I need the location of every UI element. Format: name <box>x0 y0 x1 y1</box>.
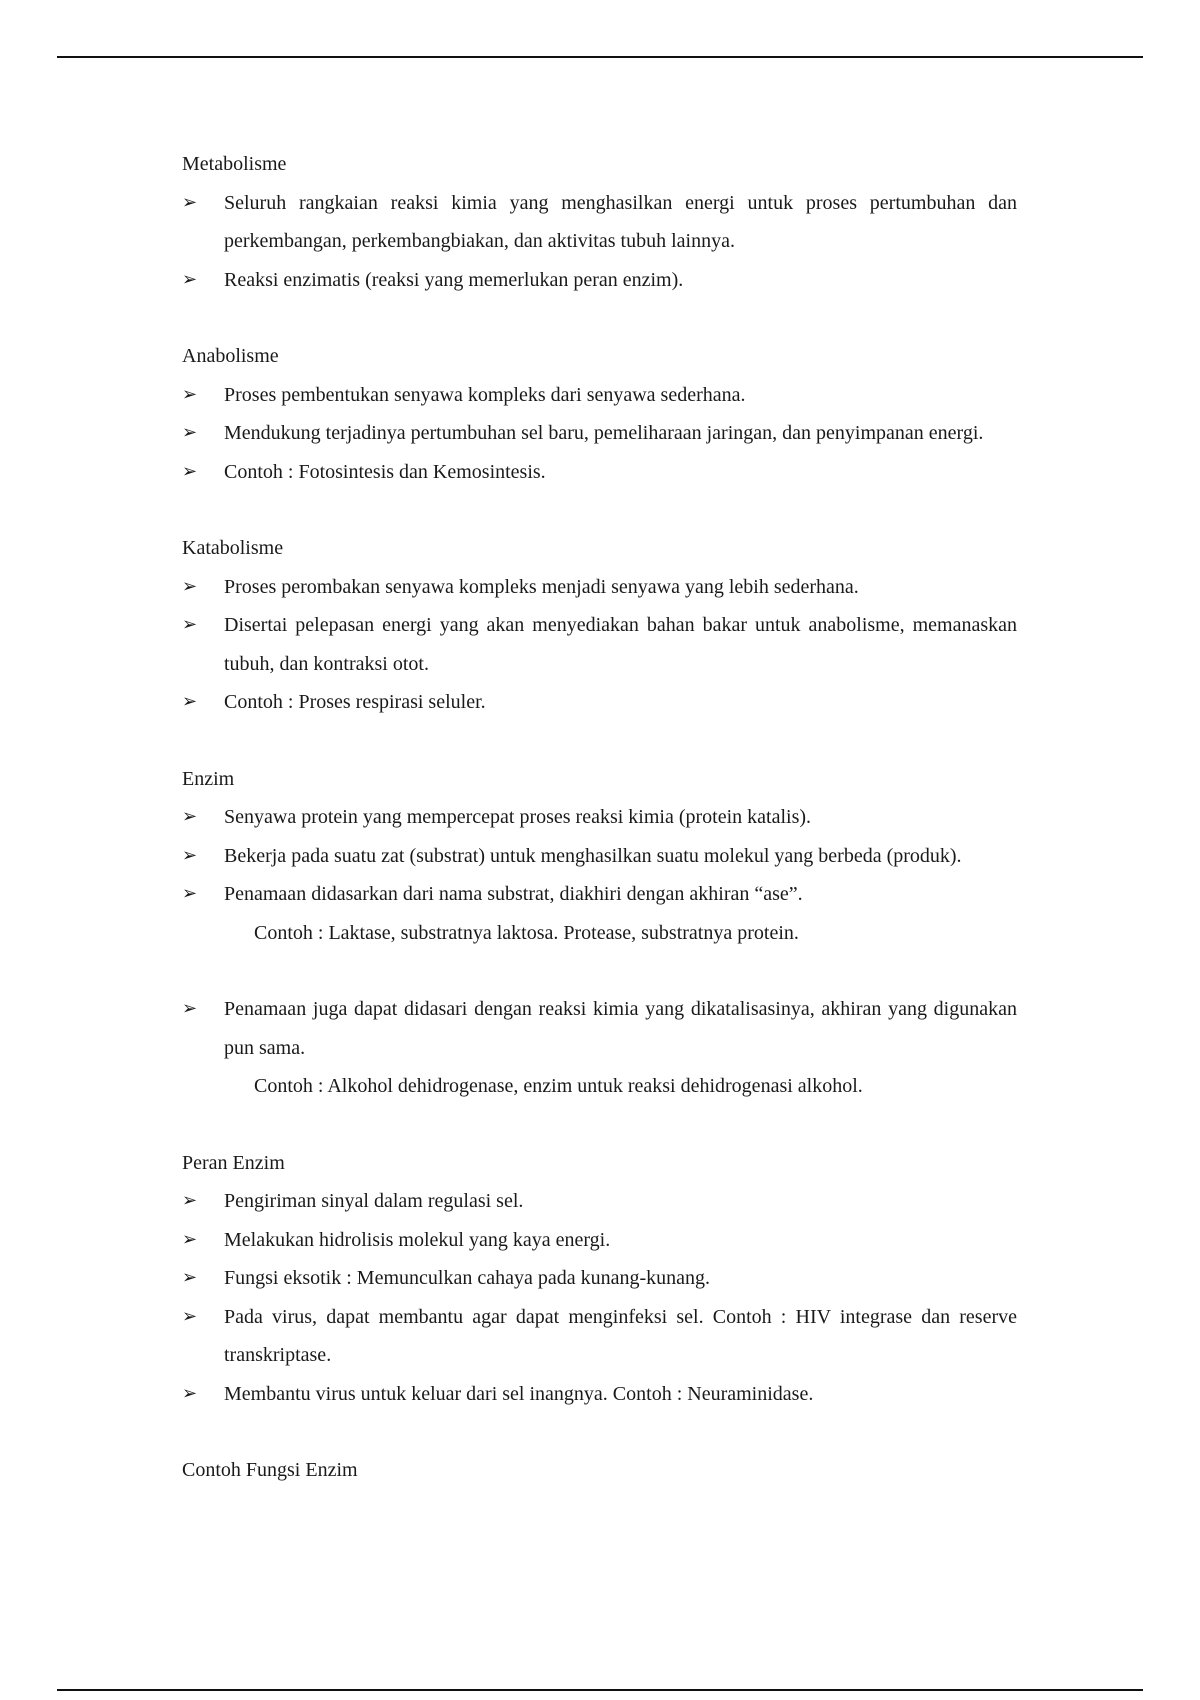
arrowhead-bullet-icon: ➢ <box>182 844 198 866</box>
arrowhead-bullet-icon: ➢ <box>182 575 198 597</box>
arrowhead-bullet-icon: ➢ <box>182 268 198 290</box>
list-item-text: Reaksi enzimatis (reaksi yang memerlukan peran enzim). <box>224 268 684 291</box>
list-item-text: Contoh : Proses respirasi seluler. <box>224 691 486 713</box>
arrowhead-bullet-icon: ➢ <box>182 614 198 635</box>
list-item <box>182 376 1017 415</box>
section-heading: Metabolisme <box>182 153 287 175</box>
bullet-list <box>182 376 1017 492</box>
arrowhead-bullet-icon: ➢ <box>182 422 198 443</box>
list-item-text: Penamaan juga dapat didasari dengan reaksi kimia yang dikatalisasinya, akhiran yang digunakan pun sama. <box>224 998 1017 1059</box>
list-item <box>182 1259 1017 1298</box>
section-heading: Enzim <box>182 767 235 790</box>
list-item-text: Pengiriman sinyal dalam regulasi sel. <box>224 1190 524 1212</box>
section-contoh-fungsi-enzim <box>182 1451 1017 1490</box>
document-body <box>182 145 1017 1490</box>
list-item-text: Melakukan hidrolisis molekul yang kaya energi. <box>224 1228 611 1251</box>
section-katabolisme <box>182 529 1017 722</box>
list-item <box>182 1182 1017 1221</box>
arrowhead-bullet-icon: ➢ <box>182 1190 198 1211</box>
arrowhead-bullet-icon: ➢ <box>182 191 198 213</box>
arrowhead-bullet-icon: ➢ <box>182 1305 198 1327</box>
list-item <box>182 261 1017 300</box>
arrowhead-bullet-icon: ➢ <box>182 460 198 482</box>
list-item <box>182 453 1017 492</box>
list-item-text: Disertai pelepasan energi yang akan menyediakan bahan bakar untuk anabolisme, memanaskan tubuh, dan kontraksi otot. <box>224 614 1017 675</box>
list-item-text: Penamaan didasarkan dari nama substrat, diakhiri dengan akhiran “ase”. <box>224 883 803 905</box>
section-enzim <box>182 760 1017 1106</box>
list-item <box>182 1298 1017 1375</box>
bullet-list <box>182 798 1017 1106</box>
list-item <box>182 414 1017 453</box>
arrowhead-bullet-icon: ➢ <box>182 1267 198 1288</box>
list-item <box>182 798 1017 837</box>
arrowhead-bullet-icon: ➢ <box>182 998 198 1019</box>
section-heading: Peran Enzim <box>182 1151 285 1174</box>
example-text: Contoh : Laktase, substratnya laktosa. Protease, substratnya protein. <box>254 921 799 944</box>
bullet-list <box>182 1182 1017 1413</box>
list-item-text: Contoh : Fotosintesis dan Kemosintesis. <box>224 460 546 483</box>
arrowhead-bullet-icon: ➢ <box>182 883 198 904</box>
section-peran-enzim <box>182 1144 1017 1414</box>
arrowhead-bullet-icon: ➢ <box>182 691 198 712</box>
section-heading: Contoh Fungsi Enzim <box>182 1459 358 1481</box>
list-item-text: Pada virus, dapat membantu agar dapat menginfeksi sel. Contoh : HIV integrase dan reserve transkriptase. <box>224 1305 1017 1366</box>
section-heading: Katabolisme <box>182 537 284 559</box>
section-anabolisme <box>182 337 1017 491</box>
list-item <box>182 1375 1017 1414</box>
list-item <box>182 184 1017 261</box>
section-metabolisme <box>182 145 1017 299</box>
list-item <box>182 568 1017 607</box>
header-rule <box>57 56 1143 58</box>
list-item-text: Proses perombakan senyawa kompleks menjadi senyawa yang lebih sederhana. <box>224 575 859 598</box>
list-item <box>182 837 1017 876</box>
list-item-text: Fungsi eksotik : Memunculkan cahaya pada kunang-kunang. <box>224 1267 710 1289</box>
list-item-text: Seluruh rangkaian reaksi kimia yang menghasilkan energi untuk proses pertumbuhan dan perkembangan, perkembangbiakan, dan aktivitas tubuh lainnya. <box>224 191 1017 252</box>
list-item-text: Membantu virus untuk keluar dari sel inangnya. Contoh : Neuraminidase. <box>224 1382 814 1405</box>
bullet-list <box>182 568 1017 722</box>
list-item <box>182 683 1017 722</box>
list-item-text: Senyawa protein yang mempercepat proses reaksi kimia (protein katalis). <box>224 806 812 828</box>
list-item <box>182 1221 1017 1260</box>
list-item-text: Bekerja pada suatu zat (substrat) untuk menghasilkan suatu molekul yang berbeda (produk). <box>224 844 962 867</box>
example-text: Contoh : Alkohol dehidrogenase, enzim untuk reaksi dehidrogenasi alkohol. <box>254 1075 863 1097</box>
arrowhead-bullet-icon: ➢ <box>182 806 198 827</box>
bullet-list <box>182 184 1017 300</box>
list-item-text: Proses pembentukan senyawa kompleks dari senyawa sederhana. <box>224 383 746 406</box>
arrowhead-bullet-icon: ➢ <box>182 1228 198 1250</box>
list-item-text: Mendukung terjadinya pertumbuhan sel baru, pemeliharaan jaringan, dan penyimpanan energi. <box>224 422 984 444</box>
arrowhead-bullet-icon: ➢ <box>182 1382 198 1404</box>
arrowhead-bullet-icon: ➢ <box>182 383 198 405</box>
list-item <box>182 990 1017 1106</box>
footer-rule <box>57 1689 1143 1691</box>
list-item <box>182 606 1017 683</box>
list-item <box>182 875 1017 952</box>
section-heading: Anabolisme <box>182 345 279 367</box>
